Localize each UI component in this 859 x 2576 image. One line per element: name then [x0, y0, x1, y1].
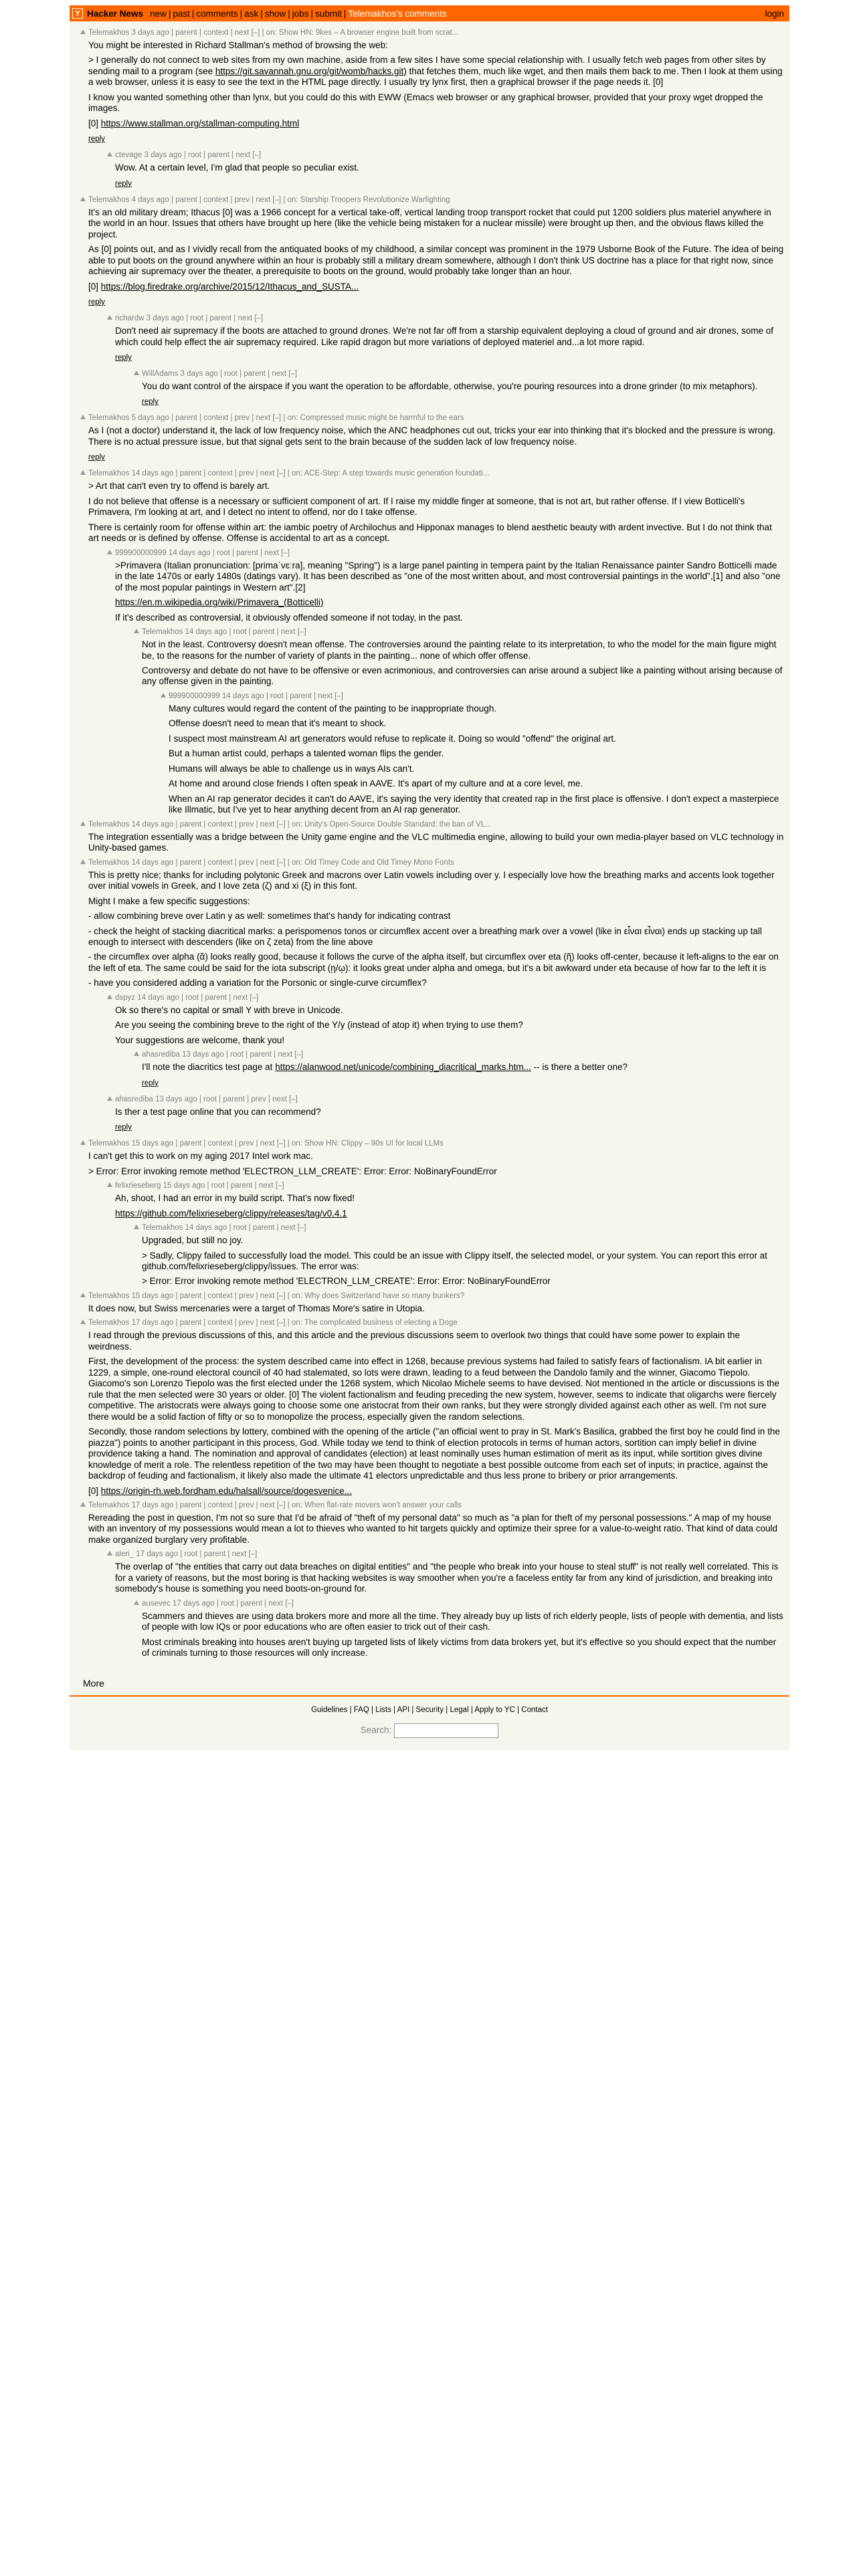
comment-paragraph: Many cultures would regard the content of the painting to be inappropriate though.: [169, 703, 497, 714]
comment: [88, 1501, 784, 1545]
comment-text: [88, 1303, 784, 1314]
comment-author[interactable]: ctevage: [115, 151, 142, 160]
comment-age[interactable]: 14 days ago: [183, 628, 229, 637]
upvote-arrow-icon[interactable]: [80, 197, 86, 201]
comment-text: [88, 425, 784, 447]
comment-meta: [142, 1050, 784, 1060]
upvote-arrow-icon[interactable]: [80, 1140, 86, 1145]
upvote-arrow-icon[interactable]: [161, 693, 166, 697]
nav-link-new[interactable]: new: [150, 8, 167, 19]
upvote-arrow-icon[interactable]: [107, 152, 112, 156]
upvote-arrow-icon[interactable]: [80, 415, 86, 419]
comment-meta: [88, 195, 784, 205]
comment-nav-links[interactable]: | parent | context | prev | next [–]: [171, 195, 282, 204]
comment-nav-links[interactable]: | parent | context | prev | next [–]: [171, 414, 282, 423]
nav-separator: |: [310, 8, 314, 19]
comment-paragraph: Are you seeing the combining breve to the right of the Y/y (instead of atop it) when trying to use them?: [115, 1020, 523, 1031]
comment-paragraph: But a human artist could, perhaps a talented woman flips the gender.: [169, 748, 444, 759]
comment-story-link[interactable]: | on: ACE-Step: A step towards music generation foundati...: [285, 469, 490, 478]
comment-nav-links[interactable]: | root | parent | next [–]: [183, 151, 262, 160]
comment-story-link[interactable]: | on: Show HN: 9kes – A browser engine built from scrat...: [260, 29, 459, 37]
comment-paragraph: There is certainly room for offense within art: the iambic poetry of Archilochus and Hipponax manages to blend aesthetic beauty with ardent invective. But I do not think that art needs or is defined by offense. Offense is accidental to art as a concept.: [88, 522, 772, 544]
comment-nav-links[interactable]: | root | parent | next [–]: [180, 1550, 258, 1559]
comment-text: [115, 326, 784, 348]
search-row: [70, 1723, 789, 1738]
nav-separator: |: [260, 8, 263, 19]
comment-paragraph: Secondly, those random selections by lottery, combined with the opening of the article ("an official went to pray in St. Mark's Basilica, grabbed the first boy he could find in the piazza") points to another participant in this process, God. While today we tend to think of election protocols in terms of human actors, sortition can imply belief in divine providence taking a hand. The nomination and approval of candidates (election) at least nominally uses human estimation of merit as its input, while sortition gives divine knowledge of merit a role. The relentless repetition of the two may have been thought to negotiate a best possible outcome from each set of inputs; in practice, against the backdrop of feuding and factionalism, it likely also made the ultimate 41 electors unpredictable and thus less prone to bribery or prior arrangements.: [88, 1426, 780, 1481]
comment-nav-links[interactable]: | root | parent | prev | next [–]: [199, 1095, 298, 1103]
nav-separator: |: [240, 8, 243, 19]
comment-story-link[interactable]: | on: Show HN: Clippy – 90s UI for local LLMs: [285, 1140, 444, 1148]
nav-link-past[interactable]: past: [173, 8, 190, 19]
comment-link[interactable]: https://www.stallman.org/stallman-computing.html: [100, 118, 300, 128]
comment-paragraph: It's an old military dream; Ithacus [0] was a 1966 concept for a vertical take-off, vertical landing troop transport rocket that could put 1200 soldiers plus materiel anywhere in the world in an hour. Issues that others have brought up here (like the vehicle being mistaken for a nuclear missile) were brought up then, and the obvious flaws killed the project.: [88, 207, 771, 239]
nav-separator: |: [168, 8, 171, 19]
comment-paragraph: - check the height of stacking diacritical marks: a perispomenos tonos or circumflex accent over a breathing mark over a vowel (like in εἶναι εἶναι) ends up stacking up tall enough to intersect with descenders (like on ζ zeta) from the line above: [88, 926, 762, 947]
comment-nav-links[interactable]: | root | parent | next [–]: [207, 1182, 284, 1190]
comment-nav-links[interactable]: | parent | context | prev | next [–]: [175, 1501, 286, 1509]
comment-paragraph: Is ther a test page online that you can recommend?: [115, 1106, 321, 1117]
comment-paragraph: I read through the previous discussions of this, and this article and the previous discussions seem to overlook two things that could have some power to explain the weirdness.: [88, 1330, 741, 1352]
comment-text: [115, 1562, 784, 1594]
footer: [70, 1695, 789, 1750]
comment: [115, 1095, 784, 1136]
upvote-arrow-icon[interactable]: [80, 859, 86, 864]
comment-paragraph: > Sadly, Clippy failed to successfully load the model. This could be an issue with Clippy itself, the selected model, or your system. You can report this error at github.com/felixrieseberg/clippy/issues. The error was:: [142, 1250, 767, 1271]
comment-nav-links[interactable]: | parent | context | prev | next [–]: [175, 1140, 286, 1148]
comment-text: [142, 381, 784, 392]
comment-author[interactable]: Telemakhos: [88, 29, 130, 37]
comment-meta: [88, 413, 784, 423]
comment: [115, 314, 784, 366]
comment-text: [88, 1513, 784, 1545]
comment-paragraph: As [0] points out, and as I vividly recall from the antiquated books of my childhood, a similar concept was prominent in the 1979 Usborne Book of the Future. The idea of being able to put boots on the ground anywhere within an hour is probably still a military dream somewhere, although I don't think US doctrine has a place for that right now, since achieving air supremacy over the theater, a prerequisite to boots on the ground, would probably take longer than an hour.: [88, 244, 784, 277]
reply-link[interactable]: reply: [115, 179, 132, 188]
comment: [88, 1291, 784, 1314]
footer-separator: |: [369, 1705, 376, 1714]
footer-link[interactable]: Legal: [450, 1705, 469, 1714]
comment: [115, 993, 784, 1046]
comment-author[interactable]: Telemakhos: [88, 1501, 130, 1509]
nav-separator: |: [288, 8, 290, 19]
upvote-arrow-icon[interactable]: [134, 1051, 139, 1056]
comment-paragraph: This is pretty nice; thanks for including polytonic Greek and macrons over Latin vowels including over y. I especially love how the breathing marks and accents look together over initial vowels in Greek, and I love zeta (ζ) and xi (ξ) in this font.: [88, 869, 775, 891]
comment-age[interactable]: 3 days ago: [129, 29, 172, 37]
comment-link[interactable]: https://git.savannah.gnu.org/git/womb/hacks.git): [215, 66, 407, 76]
comment-text: [115, 1193, 784, 1219]
comment-author[interactable]: dspyz: [115, 993, 136, 1002]
comment: [142, 1223, 784, 1287]
comment-meta: [142, 627, 784, 637]
comment-author[interactable]: Telemakhos: [142, 628, 183, 637]
comment-paragraph: Ah, shoot, I had an error in my build script. That's now fixed!: [115, 1193, 355, 1204]
comment: [88, 195, 784, 310]
reply-link[interactable]: reply: [88, 453, 105, 462]
footer-link[interactable]: Guidelines: [311, 1705, 348, 1714]
upvote-arrow-icon[interactable]: [80, 1319, 86, 1324]
comment-text: [142, 1611, 784, 1659]
comment-nav-links[interactable]: | parent | context | prev | next [–]: [175, 469, 286, 478]
comment-paragraph: The overlap of "the entities that carry out data breaches on digital entities" and "the people who break into your house to steal stuff" is not really well correlated. This is for a variety of reasons, but the most boring is that hacking websites is way smoother when you're a faceless entity far from any kind of jurisdiction, and breaking into somebody's house is something you need boots-on-ground for.: [115, 1562, 779, 1594]
comment-text: [88, 1151, 784, 1177]
comment-nav-links[interactable]: | root | parent | next [–]: [219, 369, 298, 378]
comment-author[interactable]: Telemakhos: [142, 1224, 183, 1232]
comment-paragraph: I suspect most mainstream AI art generators would refuse to replicate it. Doing so would "offend" the original art.: [169, 733, 616, 744]
comment-paragraph: [0] https://origin-rh.web.fordham.edu/halsall/source/dogesvenice...: [88, 1485, 352, 1496]
comment: [88, 1139, 784, 1177]
nav-link-comments[interactable]: comments: [196, 8, 238, 19]
comment-age[interactable]: 3 days ago: [178, 369, 220, 378]
nav-separator: |: [191, 8, 195, 19]
upvote-arrow-icon[interactable]: [107, 315, 112, 320]
comment-author[interactable]: WillAdams: [142, 369, 179, 378]
comment: [88, 858, 784, 989]
comment-meta: [142, 369, 784, 379]
comment-paragraph: I'll note the diacritics test page at https://alanwood.net/unicode/combining_diacritical_marks.htm... -- is there a better one?: [142, 1062, 628, 1073]
comment-link[interactable]: https://alanwood.net/unicode/combining_diacritical_marks.htm...: [275, 1062, 531, 1073]
comment-author[interactable]: Telemakhos: [88, 1319, 130, 1327]
y-logo-icon[interactable]: Y: [72, 8, 83, 19]
comment-author[interactable]: 999900000999: [115, 548, 167, 557]
comment-nav-links[interactable]: | root | parent | next [–]: [181, 993, 259, 1002]
comment-paragraph: Upgraded, but still no joy.: [142, 1235, 244, 1246]
comment-meta: [115, 993, 784, 1003]
upvote-arrow-icon[interactable]: [80, 29, 86, 34]
comment-age[interactable]: 17 days ago: [129, 1319, 176, 1327]
comment-text: [88, 40, 784, 129]
comment-story-link[interactable]: | on: Old Timey Code and Old Timey Mono Fonts: [285, 858, 454, 867]
footer-link[interactable]: Lists: [375, 1705, 391, 1714]
comment-age[interactable]: 13 days ago: [179, 1051, 226, 1059]
comment-author[interactable]: Telemakhos: [88, 820, 130, 829]
comment-paragraph: If it's described as controversial, it obviously offended someone if not today, in the past.: [115, 612, 463, 623]
comment-age[interactable]: 13 days ago: [153, 1095, 199, 1103]
login-link[interactable]: login: [765, 8, 784, 19]
comment-meta: [88, 1501, 784, 1511]
comment-age[interactable]: 17 days ago: [170, 1599, 217, 1608]
comment-age[interactable]: 3 days ago: [144, 314, 187, 323]
comment-age[interactable]: 15 days ago: [129, 1140, 176, 1148]
comment-story-link[interactable]: | on: Starship Troopers Revolutionize Warfighting: [281, 195, 450, 204]
comment-nav-links[interactable]: | parent | context | prev | next [–]: [175, 820, 286, 829]
comment-paragraph: Scammers and thieves are using data brokers more and more all the time. They already buy up lists of rich elderly people, lists of people with dementia, and lists of people with low IQs or poor educations who are often easier to trick out of their cash.: [142, 1610, 783, 1632]
search-label: Search:: [360, 1725, 392, 1735]
comment: [115, 1181, 784, 1219]
comment-paragraph: Might I make a few specific suggestions:: [88, 895, 250, 906]
comment-story-link[interactable]: | on: Why does Switzerland have so many bunkers?: [285, 1291, 465, 1300]
upvote-arrow-icon[interactable]: [134, 1600, 139, 1605]
more-link[interactable]: More: [83, 1677, 104, 1689]
comment-text: [142, 1062, 784, 1073]
comment-author[interactable]: aleri_: [115, 1550, 134, 1559]
comment: [142, 1599, 784, 1659]
comment-nav-links[interactable]: | root | parent | next [–]: [266, 691, 343, 700]
nav-separator: |: [343, 8, 347, 19]
footer-links: [70, 1706, 789, 1714]
comment-age[interactable]: 14 days ago: [166, 548, 213, 557]
search-input[interactable]: [394, 1723, 498, 1738]
upvote-arrow-icon[interactable]: [107, 1551, 112, 1555]
comment: [169, 691, 784, 816]
comment-meta: [88, 820, 784, 830]
upvote-arrow-icon[interactable]: [107, 550, 112, 554]
comment: [115, 150, 784, 191]
comment-paragraph: - the circumflex over alpha (ᾶ) looks really good, because it follows the curve of the alpha itself, but circumflex over eta (ῆ) looks off-center, because it left-aligns to the ear on the left of eta. The same could be said for the iota subscript (ῃ/ῳ): it looks great under alpha and omega, but it's a bit awkward under eta because of how far to the left it is: [88, 952, 779, 973]
comment-nav-links[interactable]: | parent | context | prev | next [–]: [175, 1319, 286, 1327]
upvote-arrow-icon[interactable]: [107, 1182, 112, 1187]
comment-paragraph: It does now, but Swiss mercenaries were a target of Thomas More's satire in Utopia.: [88, 1303, 425, 1313]
comment-author[interactable]: 999900000999: [169, 691, 220, 700]
footer-link[interactable]: Apply to YC: [474, 1705, 515, 1714]
upvote-arrow-icon[interactable]: [134, 370, 139, 375]
footer-separator: |: [514, 1705, 522, 1714]
comment: [142, 627, 784, 687]
comment-author[interactable]: Telemakhos: [88, 858, 130, 867]
comment-paragraph: [115, 597, 784, 608]
comment-meta: [88, 1291, 784, 1301]
comment-paragraph: Humans will always be able to challenge us in ways AIs can't.: [169, 763, 415, 774]
comment-thread: [70, 21, 789, 1669]
reply-link[interactable]: reply: [142, 1079, 159, 1087]
comment: [115, 548, 784, 623]
comment-author[interactable]: richardw: [115, 314, 145, 323]
comment-meta: [115, 1181, 784, 1191]
footer-link[interactable]: API: [397, 1705, 410, 1714]
comment-paragraph: > I generally do not connect to web sites from my own machine, aside from a few sites I have some special relationship with. I usually fetch web pages from other sites by sending mail to a program (see https://git.savannah.gnu.org/git/womb/hacks.git) that fetches them, much like wget, and then mails them back to me. Then I look at them using a web browser, unless it is easy to see the text in the HTML page directly. I usually try lynx first, then a graphical browser if the page needs it. [0]: [88, 55, 783, 88]
comment-author[interactable]: ahasrediba: [142, 1051, 180, 1059]
comment-paragraph: [115, 1208, 784, 1219]
comment-age[interactable]: 14 days ago: [129, 820, 176, 829]
comment-meta: [115, 548, 784, 558]
comment-paragraph: You might be interested in Richard Stallman's method of browsing the web:: [88, 40, 388, 50]
comment-paragraph: [0] https://blog.firedrake.org/archive/2015/12/Ithacus_and_SUSTA...: [88, 281, 359, 292]
comment-meta: [142, 1599, 784, 1609]
comment-link[interactable]: https://en.m.wikipedia.org/wiki/Primavera_(Botticelli): [115, 597, 324, 608]
comment-author[interactable]: Telemakhos: [88, 469, 130, 478]
comment-paragraph: Not in the least. Controversy doesn't mean offense. The controversies around the painting relate to its interpretation, to who the model for the main figure might be, to the reasons for the number of variety of plants in the painting... none of which offer offense.: [142, 639, 777, 661]
comment-text: [88, 1330, 784, 1497]
comment: [142, 369, 784, 410]
comment-paragraph: Don't need air supremacy if the boots are attached to ground drones. We're not far off from a starship equivalent deploying a cloud of ground and air drones, some of which could help effect the air supremacy required. Like rapid dragon but more variations of deployed materiel and...a lot more rapid.: [115, 326, 773, 347]
comment-paragraph: Most criminals breaking into houses aren't buying up targeted lists of likely victims from data brokers yet, but it's effective so you should expect that the number of criminals turning to those resources will only increase.: [142, 1636, 777, 1658]
comment-story-link[interactable]: | on: Compressed music might be harmful to the ears: [281, 414, 464, 423]
comment-nav-links[interactable]: | root | parent | next [–]: [186, 314, 264, 323]
comment-paragraph: Wow. At a certain level, I'm glad that people so peculiar exist.: [115, 163, 359, 173]
comment-age[interactable]: 15 days ago: [161, 1182, 207, 1190]
comment-author[interactable]: ahasrediba: [115, 1095, 153, 1103]
footer-link[interactable]: Contact: [521, 1705, 548, 1714]
comment-paragraph: - allow combining breve over Latin y as well: sometimes that's handy for indicating contrast: [88, 911, 451, 922]
nav-link-submit[interactable]: submit: [315, 8, 342, 19]
comment-text: [115, 163, 784, 173]
comment-age[interactable]: 4 days ago: [129, 195, 172, 204]
comment-paragraph: - have you considered adding a variation for the Porsonic or single-curve circumflex?: [88, 978, 427, 988]
comment: [115, 1549, 784, 1594]
footer-link[interactable]: FAQ: [353, 1705, 369, 1714]
comment-paragraph: > Error: Error invoking remote method 'ELECTRON_LLM_CREATE': Error: Error: NoBinaryFoundError: [142, 1276, 551, 1287]
comment-age[interactable]: 14 days ago: [135, 993, 182, 1002]
comment-text: [115, 1107, 784, 1117]
comment-text: [142, 1235, 784, 1287]
comment-text: [88, 207, 784, 292]
comment-meta: [115, 150, 784, 160]
comment: [88, 820, 784, 854]
comment-link[interactable]: https://github.com/felixrieseberg/clippy/releases/tag/v0.4.1: [115, 1208, 347, 1218]
nav-link-jobs[interactable]: jobs: [292, 8, 309, 19]
comment-paragraph: I can't get this to work on my aging 2017 Intel work mac.: [88, 1151, 313, 1162]
comment-nav-links[interactable]: | root | parent | next [–]: [229, 628, 306, 637]
nav-link-ask[interactable]: ask: [244, 8, 259, 19]
footer-separator: |: [409, 1705, 416, 1714]
comment-text: [142, 639, 784, 687]
comment-nav-links[interactable]: | root | parent | next [–]: [216, 1599, 294, 1608]
upvote-arrow-icon[interactable]: [134, 629, 139, 633]
comment-text: [115, 560, 784, 623]
comment-author[interactable]: Telemakhos: [88, 1291, 130, 1300]
comment-text: [88, 870, 784, 989]
comment-nav-links[interactable]: | parent | context | prev | next [–]: [175, 858, 286, 867]
footer-separator: |: [347, 1705, 354, 1714]
comment-age[interactable]: 3 days ago: [142, 151, 184, 160]
nav-link-show[interactable]: show: [264, 8, 286, 19]
comment: [88, 469, 784, 544]
site-title[interactable]: Hacker News: [87, 8, 144, 19]
upvote-arrow-icon[interactable]: [80, 821, 86, 826]
upvote-arrow-icon[interactable]: [80, 1293, 86, 1297]
comment-meta: [88, 1139, 784, 1149]
comment-paragraph: >Primavera (Italian pronunciation: [primaˈvɛːra], meaning "Spring") is a large panel painting in tempera paint by the Italian Renaissance painter Sandro Botticelli made in the late 1470s or early 1480s (datings vary). It has been described as "one of the most written about, and most controversial paintings in the world",[1] and also "one of the most popular paintings in Western art".[2]: [115, 560, 781, 593]
comment-nav-links[interactable]: | root | parent | next [–]: [225, 1051, 304, 1059]
comment-text: [88, 832, 784, 854]
comment-paragraph: The integration essentially was a bridge between the Unity game engine and the VLC multimedia engine, allowing to build your own media-player based on VLC technology in Unity-based games.: [88, 831, 784, 853]
comment-age[interactable]: 15 days ago: [129, 1291, 176, 1300]
comment-meta: [88, 858, 784, 868]
comment-text: [115, 1005, 784, 1046]
comment-paragraph: First, the development of the process: the system described came into effect in 1268, because previous systems had failed to satisfy fears of factionalism. IA bit earlier in 1229, a simple, one-round electoral council of 40 had stalemated, so lots were drawn, leading to a feud between the Dandolo family and the winner, Giacomo Tiepolo. Giacomo's son Lorenzo Tiepolo was the first elected under the 1268 system, which Nicolao Michele seems to have devised. Not mentioned in the article or discussions is the rule that the men selected were 30 years or older. [0] The violent factionalism and feuding preceding the new system, however, seems to indicate that oligarchs were fiercely competitive. The aristocrats were always going to choose some one aristocrat from their own ranks, but they were strongly divided against each other as well. I'm not sure there would be a solid faction of fifty or so to monopolize the process, especially given the random selections.: [88, 1356, 779, 1422]
comment-meta: [115, 1549, 784, 1560]
main-nav: [150, 9, 342, 19]
upvote-arrow-icon[interactable]: [80, 1502, 86, 1507]
comment-meta: [88, 28, 784, 38]
comment-age[interactable]: 17 days ago: [134, 1550, 181, 1559]
comment-paragraph: Rereading the post in question, I'm not so sure that I'd be afraid of "theft of my personal data" so much as "a plan for theft of my personal possessions." A map of my house with an inventory of my possessions would mean a lot to thieves who wanted to hit targets quickly and optimize their spree for a value-to-weight ratio. That kind of data could make organized burglary very profitable.: [88, 1512, 778, 1545]
reply-link[interactable]: reply: [142, 398, 159, 407]
comment-paragraph: > Art that can't even try to offend is barely art.: [88, 481, 270, 492]
comment-paragraph: I know you wanted something other than lynx, but you could do this with EWW (Emacs web browser or any graphical browser, provided that your proxy wget dropped the images.: [88, 92, 763, 114]
comment-paragraph: You do want control of the airspace if you want the operation to be affordable, otherwise, you're pouring resources into a drone grinder (to mix metaphors).: [142, 381, 758, 391]
comment-meta: [115, 1095, 784, 1105]
comment-paragraph: As I (not a doctor) understand it, the lack of low frequency noise, which the ANC headphones cut out, tricks your ear into thinking that it's blocked and the pressure is wrong. There is no actual pressure issue, but that signal gets sent to the brain because of the sudden lack of low frequency noise.: [88, 425, 775, 447]
comment-meta: [169, 691, 784, 702]
comment-link[interactable]: https://blog.firedrake.org/archive/2015/12/Ithacus_and_SUSTA...: [100, 281, 359, 292]
comment-age[interactable]: 14 days ago: [183, 1224, 229, 1232]
comment: [142, 1050, 784, 1091]
comment: [88, 28, 784, 147]
comment-nav-links[interactable]: | parent | context | prev | next [–]: [175, 1291, 286, 1300]
reply-link[interactable]: reply: [88, 298, 105, 307]
comment-paragraph: When an AI rap generator decides it can't do AAVE, it's saying the very identity that created rap in the first place is offensive. I don't expect a masterpiece like Illmatic, but I've yet to hear anything decent from an AI rap generator.: [169, 793, 779, 815]
comment-paragraph: [0] https://www.stallman.org/stallman-computing.html: [88, 118, 300, 128]
comment-author[interactable]: Telemakhos: [88, 414, 130, 423]
comment-text: [88, 481, 784, 544]
hn-page: [70, 5, 789, 1750]
footer-separator: |: [444, 1705, 450, 1714]
comment-meta: [115, 314, 784, 324]
reply-link[interactable]: reply: [115, 353, 132, 362]
upvote-arrow-icon[interactable]: [80, 470, 86, 475]
comment-age[interactable]: 17 days ago: [129, 1501, 176, 1509]
comment-story-link[interactable]: | on: The complicated business of electing a Doge: [285, 1319, 458, 1327]
comment-story-link[interactable]: | on: Unity's Open-Source Double Standard: the ban of VL...: [285, 820, 492, 829]
upvote-arrow-icon[interactable]: [107, 1096, 112, 1101]
current-page-label[interactable]: Telemakhos's comments: [348, 8, 447, 19]
comment-age[interactable]: 14 days ago: [129, 469, 176, 478]
comment-author[interactable]: ausevec: [142, 1599, 171, 1608]
upvote-arrow-icon[interactable]: [107, 994, 112, 999]
comment-meta: [142, 1223, 784, 1233]
comment-paragraph: I do not believe that offense is a necessary or sufficient component of art. If I raise my middle finger at someone, that is not art, but rather offense. If I view Botticelli's Primavera, I'm looking at art, and I detect no intent to offend, nor do I take offense.: [88, 496, 745, 518]
footer-separator: |: [468, 1705, 475, 1714]
comment: [88, 1318, 784, 1497]
footer-separator: |: [391, 1705, 397, 1714]
reply-link[interactable]: reply: [115, 1123, 132, 1132]
comment-paragraph: Ok so there's no capital or small Y with breve in Unicode.: [115, 1004, 343, 1015]
comment-meta: [88, 1318, 784, 1328]
comment-link[interactable]: https://origin-rh.web.fordham.edu/halsall/source/dogesvenice...: [100, 1485, 352, 1496]
comment-paragraph: > Error: Error invoking remote method 'ELECTRON_LLM_CREATE': Error: Error: NoBinaryFoundError: [88, 1166, 497, 1176]
comment-age[interactable]: 14 days ago: [219, 691, 266, 700]
upvote-arrow-icon[interactable]: [134, 1224, 139, 1229]
reply-link[interactable]: reply: [88, 135, 105, 144]
comment-text: [169, 704, 784, 816]
comment-story-link[interactable]: | on: When flat-rate movers won't answer your calls: [285, 1501, 462, 1509]
comment-author[interactable]: felixrieseberg: [115, 1182, 161, 1190]
comment-meta: [88, 469, 784, 479]
comment-nav-links[interactable]: | parent | context | next [–]: [171, 29, 260, 37]
comment-paragraph: Controversy and debate do not have to be offensive or even acrimonious, and controversies can arise around a subject like a painting without arising because of any offense given in the painting.: [142, 665, 783, 687]
comment-nav-links[interactable]: | root | parent | next [–]: [229, 1224, 306, 1232]
comment: [88, 413, 784, 465]
comment-paragraph: At home and around close friends I often speak in AAVE. It's apart of my culture and at a core level, me.: [169, 778, 583, 789]
comment-nav-links[interactable]: | root | parent | next [–]: [212, 548, 290, 557]
comment-paragraph: Your suggestions are welcome, thank you!: [115, 1035, 285, 1045]
comment-age[interactable]: 5 days ago: [129, 414, 172, 423]
comment-author[interactable]: Telemakhos: [88, 1140, 130, 1148]
comment-age[interactable]: 14 days ago: [129, 858, 176, 867]
footer-link[interactable]: Security: [415, 1705, 444, 1714]
top-bar: [70, 5, 789, 21]
comment-author[interactable]: Telemakhos: [88, 195, 130, 204]
comment-paragraph: Offense doesn't need to mean that it's meant to shock.: [169, 718, 387, 729]
